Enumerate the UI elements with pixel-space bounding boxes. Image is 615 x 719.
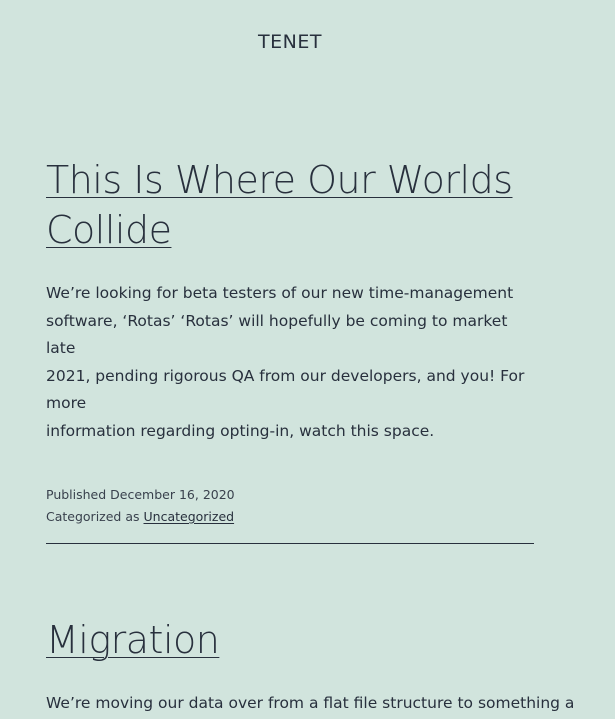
post-divider [46, 543, 534, 544]
post-1 [46, 155, 536, 528]
post-title-line-2: Collide [46, 208, 172, 252]
post-excerpt [46, 690, 575, 718]
post-title-line-1: This Is Where Our Worlds [46, 158, 513, 202]
category-label: Categorized as [46, 509, 140, 524]
excerpt-line-3: 2021, pending rigorous QA from our developers, and you! For more [46, 366, 525, 412]
published-line [46, 484, 536, 506]
published-label: Published [46, 487, 107, 502]
post-meta [46, 484, 536, 528]
excerpt-line-2: software, ‘Rotas’ ‘Rotas’ will hopefully be coming to market late [46, 311, 508, 357]
post-title-link[interactable] [46, 158, 513, 252]
post-title [46, 615, 536, 665]
post-2 [46, 615, 575, 718]
category-line [46, 506, 536, 528]
post-title-line-1: Migration [46, 618, 220, 662]
excerpt-line-1: We’re moving our data over from a flat file structure to something a [46, 694, 575, 712]
excerpt-line-1: We’re looking for beta testers of our new time-management [46, 284, 514, 302]
excerpt-line-4: information regarding opting-in, watch this space. [46, 421, 435, 440]
post-excerpt [46, 280, 536, 445]
post-title-link[interactable] [46, 618, 219, 662]
post-title [46, 155, 536, 255]
site-title[interactable]: TENET [258, 31, 322, 53]
category-link[interactable]: Uncategorized [143, 509, 235, 524]
published-date: December 16, 2020 [110, 487, 235, 502]
